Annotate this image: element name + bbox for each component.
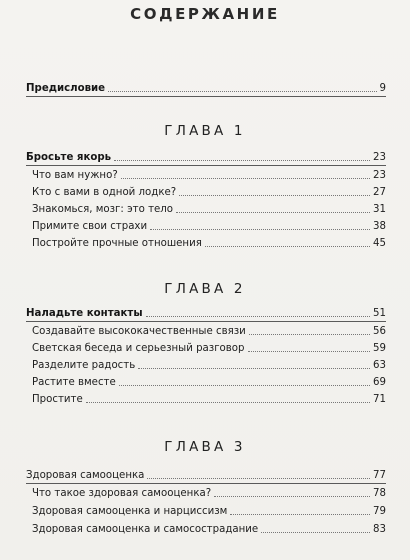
toc-subentry[interactable] — [32, 520, 386, 536]
chapter-heading-3: ГЛАВА 3 — [164, 439, 246, 455]
chapter-heading-1: ГЛАВА 1 — [164, 123, 246, 139]
dot-leader — [248, 350, 371, 352]
dot-leader — [230, 513, 370, 515]
dot-leader — [121, 177, 370, 179]
toc-entry-chapter-1[interactable] — [26, 148, 386, 164]
toc-entry-label: Знакомься, мозг: это тело — [32, 204, 174, 215]
toc-entry-page: 23 — [373, 152, 386, 163]
toc-entry-chapter-2[interactable] — [26, 304, 386, 320]
toc-entry-page: 31 — [373, 204, 386, 215]
toc-entry-page: 45 — [373, 238, 386, 249]
chapter-heading-2: ГЛАВА 2 — [164, 281, 246, 297]
dot-leader — [150, 228, 370, 230]
toc-entry-label: Предисловие — [26, 83, 106, 94]
toc-entry-label: Разделите радость — [32, 360, 136, 371]
toc-subentry[interactable] — [32, 322, 386, 338]
toc-entry-label: Что вам нужно? — [32, 170, 118, 181]
toc-entry-label: Простите — [32, 394, 83, 405]
toc-entry-label: Светская беседа и серьезный разговор — [32, 343, 245, 354]
toc-entry-page: 69 — [373, 377, 386, 388]
toc-subentry[interactable] — [32, 373, 386, 389]
dot-leader — [249, 333, 370, 335]
toc-subentry[interactable] — [32, 217, 386, 233]
toc-entry-page: 71 — [373, 394, 386, 405]
toc-entry-label: Здоровая самооценка — [26, 470, 145, 481]
toc-entry-page: 83 — [373, 524, 386, 535]
toc-entry-page: 27 — [373, 187, 386, 198]
dot-leader — [176, 211, 370, 213]
toc-entry-page: 9 — [379, 83, 386, 94]
dot-leader — [119, 384, 370, 386]
toc-entry-label: Растите вместе — [32, 377, 116, 388]
dot-leader — [108, 90, 376, 92]
toc-subentry[interactable] — [32, 356, 386, 372]
toc-subentry[interactable] — [32, 183, 386, 199]
toc-entry-label: Здоровая самооценка и нарциссизм — [32, 506, 228, 517]
toc-entry-label: Кто с вами в одной лодке? — [32, 187, 177, 198]
underline-rule — [26, 96, 386, 97]
toc-entry-page: 78 — [373, 488, 386, 499]
toc-entry-page: 51 — [373, 308, 386, 319]
dot-leader — [261, 531, 370, 533]
toc-subentry[interactable] — [32, 484, 386, 500]
dot-leader — [114, 159, 370, 161]
dot-leader — [138, 367, 370, 369]
toc-entry-label: Бросьте якорь — [26, 152, 112, 163]
toc-entry-label: Здоровая самооценка и самосострадание — [32, 524, 259, 535]
toc-entry-preface[interactable] — [26, 79, 386, 95]
toc-entry-page: 77 — [373, 470, 386, 481]
toc-subentry[interactable] — [32, 390, 386, 406]
toc-entry-page: 56 — [373, 326, 386, 337]
toc-entry-page: 59 — [373, 343, 386, 354]
toc-subentry[interactable] — [32, 234, 386, 250]
toc-entry-chapter-3[interactable] — [26, 466, 386, 482]
toc-entry-page: 38 — [373, 221, 386, 232]
toc-entry-label: Создавайте высококачественные связи — [32, 326, 246, 337]
toc-subentry[interactable] — [32, 502, 386, 518]
toc-subentry[interactable] — [32, 200, 386, 216]
toc-subentry[interactable] — [32, 166, 386, 182]
toc-entry-label: Наладьте контакты — [26, 308, 143, 319]
toc-entry-page: 23 — [373, 170, 386, 181]
toc-subentry[interactable] — [32, 339, 386, 355]
toc-entry-label: Постройте прочные отношения — [32, 238, 202, 249]
dot-leader — [86, 401, 370, 403]
dot-leader — [205, 245, 370, 247]
toc-entry-label: Что такое здоровая самооценка? — [32, 488, 212, 499]
dot-leader — [179, 194, 370, 196]
dot-leader — [214, 495, 370, 497]
toc-entry-page: 79 — [373, 506, 386, 517]
page-title: СОДЕРЖАНИЕ — [130, 5, 280, 23]
toc-entry-page: 63 — [373, 360, 386, 371]
dot-leader — [147, 477, 370, 479]
dot-leader — [146, 315, 371, 317]
toc-entry-label: Примите свои страхи — [32, 221, 148, 232]
